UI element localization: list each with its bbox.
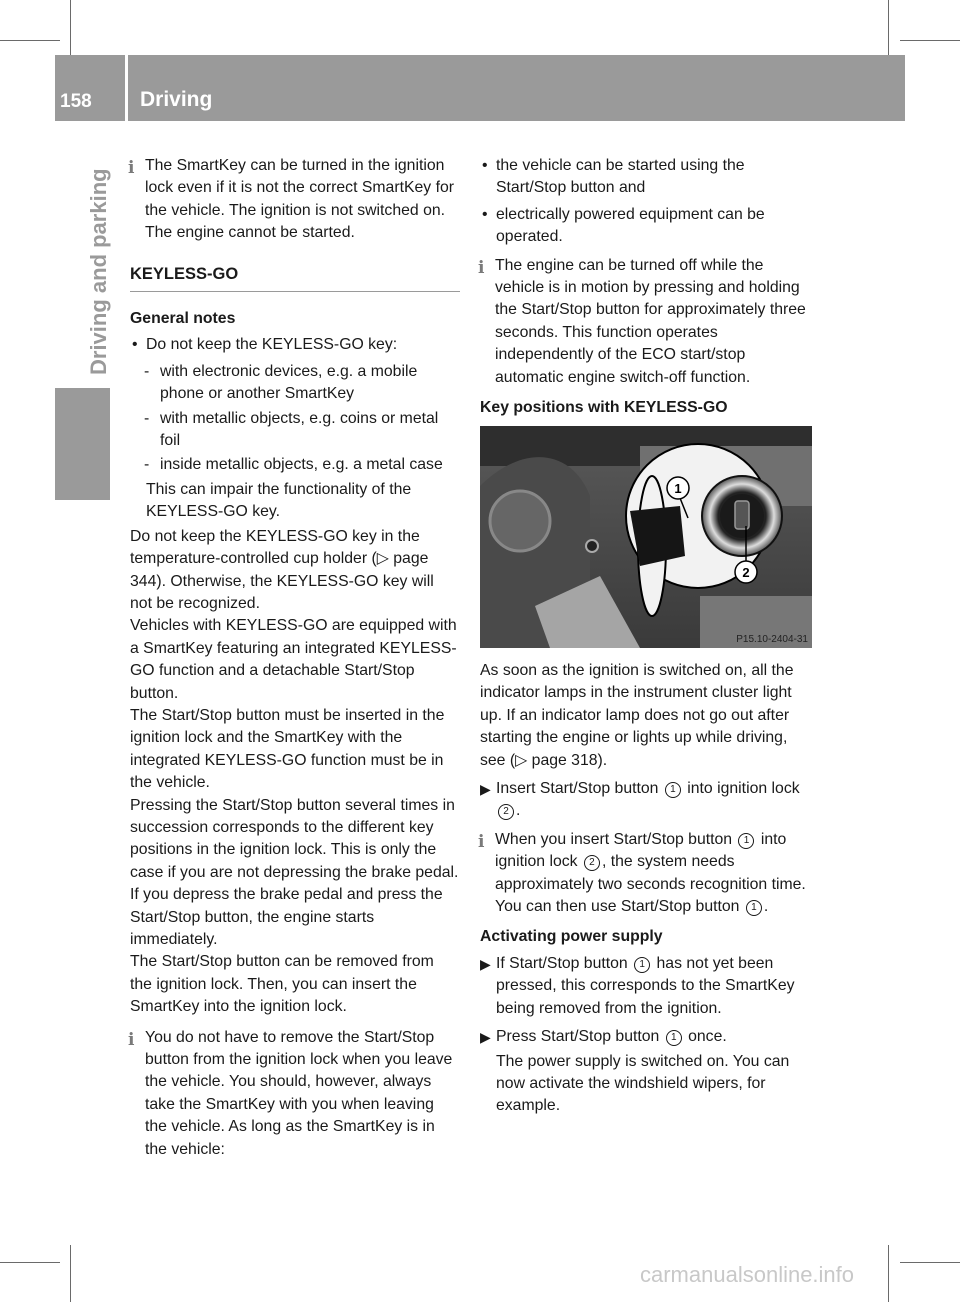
crop-mark: [900, 1262, 960, 1263]
bullet-item: • electrically powered equipment can be operated.: [482, 205, 765, 246]
info-icon: i: [478, 257, 485, 278]
info-note: [130, 1027, 460, 1161]
info-icon: i: [128, 1029, 135, 1050]
page-number: 158: [60, 91, 92, 112]
info-text: The SmartKey can be turned in the ignition lock even if it is not the correct SmartKey for the vehicle. The ignition is not switched on. The engine cannot be started.: [145, 157, 455, 242]
crop-mark: [70, 0, 71, 60]
dash-item: - with metallic objects, e.g. coins or metal foil: [144, 409, 439, 450]
paragraph: The Start/Stop button must be inserted in the ignition lock and the SmartKey with the integrated KEYLESS-GO function must be in the vehicle.: [130, 706, 445, 792]
info-text: You do not have to remove the Start/Stop button from the ignition lock when you leave the vehicle. You should, however, always take the SmartKey with you when leaving the vehicle. As long as the SmartKey is in the vehicle:: [145, 1028, 453, 1158]
paragraph: Vehicles with KEYLESS-GO are equipped with a SmartKey featuring an integrated KEYLESS-GO function and a detachable Start/Stop button.: [130, 617, 457, 702]
paragraph: As soon as the ignition is switched on, all the indicator lamps in the instrument cluster light up. If an indicator lamp does not go out after starting the engine or lights up while driving, see (▷ page 318).: [480, 662, 794, 769]
paragraph: The Start/Stop button can be removed from the ignition lock. Then, you can insert the SmartKey into the ignition lock.: [130, 953, 434, 1016]
step-item: ▶ Press Start/Stop button 1 once.: [480, 1028, 727, 1046]
side-tab-box: [55, 388, 110, 500]
step-item: ▶ Insert Start/Stop button 1 into ignition lock 2 .: [480, 780, 800, 820]
callout-1-icon: 1: [666, 1030, 682, 1046]
subheading: Key positions with KEYLESS-GO: [480, 399, 728, 417]
dash-item: - with electronic devices, e.g. a mobile phone or another SmartKey: [144, 362, 418, 403]
callout-1-icon: 1: [738, 833, 754, 849]
crop-mark: [888, 0, 889, 60]
section-rule: [130, 291, 460, 292]
callout-1-icon: 1: [746, 900, 762, 916]
header-divider: [125, 55, 128, 121]
info-text: The engine can be turned off while the vehicle is in motion by pressing and holding the Start/Stop button for approximately three seconds. This function operates independently of the ECO start/stop automatic engine switch-off function.: [495, 256, 806, 386]
info-icon: i: [478, 831, 485, 852]
left-column: [130, 155, 460, 1169]
callout-1-icon: 1: [634, 957, 650, 973]
right-column-top: [480, 155, 812, 423]
info-note: [480, 255, 812, 389]
info-note: [130, 155, 460, 245]
crop-mark: [888, 1245, 889, 1302]
ignition-lock-photo: [480, 426, 812, 648]
subheading: Activating power supply: [480, 928, 663, 946]
photo-code: P15.10-2404-31: [736, 634, 808, 645]
chapter-title: Driving: [140, 88, 213, 111]
paragraph: Pressing the Start/Stop button several times in succession corresponds to the different key positions in the ignition lock. This is only the case if you are not depressing the brake pedal.: [130, 796, 459, 881]
crop-mark: [900, 40, 960, 41]
right-column-bottom: [480, 660, 812, 1120]
subheading: General notes: [130, 310, 236, 328]
section-title: KEYLESS-GO: [130, 264, 239, 283]
crop-mark: [0, 40, 60, 41]
paragraph: If you depress the brake pedal and press the Start/Stop button, the engine starts immediately.: [130, 886, 443, 948]
indented-text: This can impair the functionality of the KEYLESS-GO key.: [146, 480, 412, 521]
callout-2-icon: 2: [584, 855, 600, 871]
watermark: carmanualsonline.info: [640, 1262, 855, 1287]
crop-mark: [0, 1262, 60, 1263]
step-result: The power supply is switched on. You can now activate the windshield wipers, for example.: [496, 1052, 790, 1115]
info-note: i When you insert Start/Stop button 1 into ignition lock 2 , the system needs approximately two seconds recognition time. You can then use Start/Stop button 1 .: [478, 830, 806, 916]
step-item: ▶ If Start/Stop button 1 has not yet been pressed, this corresponds to the SmartKey being removed from the ignition.: [480, 954, 795, 1017]
callout-1-label: 1: [674, 481, 682, 496]
dash-item: - inside metallic objects, e.g. a metal case: [144, 456, 443, 474]
crop-mark: [70, 1245, 71, 1302]
paragraph: Do not keep the KEYLESS-GO key in the temperature-controlled cup holder (▷ page 344). Otherwise, the KEYLESS-GO key will not be recognized.: [130, 527, 434, 612]
bullet-item: • Do not keep the KEYLESS-GO key:: [132, 336, 398, 354]
bullet-item: • the vehicle can be started using the Start/Stop button and: [482, 157, 745, 197]
callout-2-label: 2: [742, 565, 750, 580]
callout-1-icon: 1: [665, 782, 681, 798]
callout-2-icon: 2: [498, 804, 514, 820]
info-icon: i: [128, 158, 135, 178]
side-tab-label: Driving and parking: [86, 168, 111, 375]
